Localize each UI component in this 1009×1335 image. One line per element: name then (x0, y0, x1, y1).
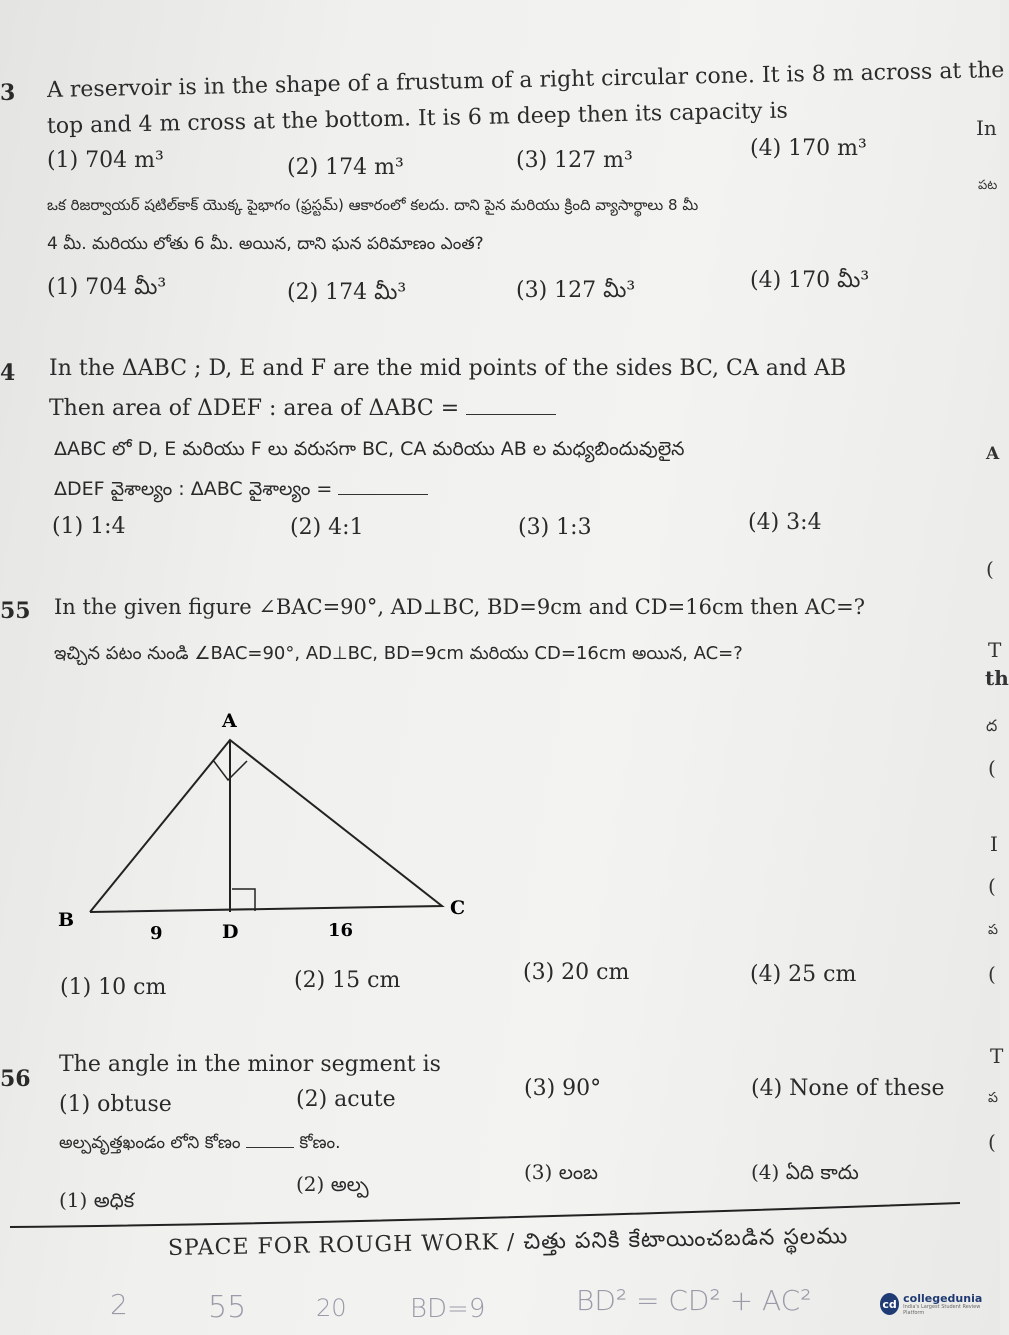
handwriting: BD=9 (410, 1294, 486, 1324)
option[interactable]: (2) 174 మీ³ (287, 280, 407, 305)
telugu-question-line (59, 1133, 341, 1157)
question-text-line: In the ΔABC ; D, E and F are the mid points of the sides BC, CA and AB (49, 356, 847, 381)
option[interactable]: (3) 1:3 (518, 515, 592, 540)
telugu-question-line: ఇచ్చిన పటం నుండి ∠BAC=90°, AD⊥BC, BD=9cm మరియు CD=16cm అయిన, AC=? (54, 643, 743, 664)
margin-text: In (976, 116, 997, 140)
triangle-figure (50, 700, 490, 950)
telugu-question-text: ΔDEF వైశాల్యం : ΔABC వైశాల్యం = (54, 478, 333, 500)
option[interactable]: (2) 4:1 (290, 515, 364, 540)
margin-text: T (988, 638, 1002, 662)
option[interactable]: (4) 25 cm (750, 962, 857, 987)
segment-label-dc: 16 (328, 920, 354, 941)
option[interactable]: (4) ఏది కాదు (751, 1160, 859, 1184)
brand-logo-icon: cd (880, 1293, 899, 1315)
option[interactable]: (2) 15 cm (294, 968, 401, 993)
margin-text: th (985, 666, 1009, 690)
question-number: 4 (0, 360, 16, 386)
question-text-line: In the given figure ∠BAC=90°, AD⊥BC, BD=9cm and CD=16cm then AC=? (54, 595, 865, 619)
brand-text-block (903, 1293, 990, 1316)
answer-blank (466, 414, 556, 415)
question-number: 55 (0, 598, 31, 624)
brand-watermark (880, 1284, 990, 1324)
telugu-question-line: 4 మీ. మరియు లోతు 6 మీ. అయిన, దాని ఘన పరిమాణం ఎంత? (47, 234, 484, 254)
question-number: 56 (0, 1066, 31, 1092)
margin-text: T (990, 1044, 1004, 1068)
section-divider (0, 1195, 1000, 1235)
question-text: Then area of ΔDEF : area of ΔABC = (49, 396, 460, 421)
telugu-question-text: కోణం. (299, 1133, 341, 1153)
margin-text: ( (988, 1130, 996, 1154)
margin-text: ( (986, 557, 994, 581)
telugu-question-text: అల్పవృత్తఖండం లోని కోణం (59, 1133, 241, 1153)
option[interactable]: (2) 174 m³ (287, 155, 404, 180)
margin-text: I (990, 832, 998, 856)
option[interactable]: (1) 704 మీ³ (47, 275, 167, 300)
option[interactable]: (4) 170 మీ³ (750, 268, 870, 293)
handwriting: 55 (208, 1290, 247, 1325)
margin-text: పట (978, 178, 998, 193)
answer-blank (338, 494, 428, 495)
margin-text: ( (988, 874, 996, 898)
option[interactable]: (3) 127 m³ (516, 148, 633, 173)
option[interactable]: (1) అధిక (59, 1188, 135, 1212)
question-text-line: top and 4 m cross at the bottom. It is 6 m deep then its capacity is (46, 98, 789, 139)
option[interactable]: (1) 704 m³ (47, 148, 164, 173)
option[interactable]: (4) 3:4 (748, 510, 822, 535)
option[interactable]: (2) acute (296, 1087, 396, 1112)
option[interactable]: (3) 127 మీ³ (516, 278, 636, 303)
vertex-label-d: D (222, 921, 239, 943)
margin-text: ( (988, 756, 996, 780)
option[interactable]: (4) 170 m³ (750, 136, 867, 161)
question-text-line: A reservoir is in the shape of a frustum of a right circular cone. It is 8 m across at the (46, 57, 1005, 103)
option[interactable]: (3) 90° (524, 1076, 602, 1101)
rough-work-heading: SPACE FOR ROUGH WORK / చిత్తు పనికి కేటాయించబడిన స్థలము (167, 1224, 849, 1261)
option[interactable]: (4) None of these (751, 1076, 945, 1101)
option[interactable]: (1) 1:4 (52, 514, 126, 539)
answer-blank (246, 1147, 294, 1148)
option[interactable]: (3) లంబ (524, 1160, 599, 1184)
question-number: 3 (0, 80, 16, 106)
brand-tagline: India's Largest Student Review Platform (903, 1303, 981, 1316)
handwriting: 2 (110, 1288, 128, 1321)
question-text-line: The angle in the minor segment is (59, 1052, 441, 1077)
vertex-label-c: C (450, 897, 466, 919)
option[interactable]: (2) అల్ప (296, 1172, 369, 1196)
vertex-label-a: A (222, 710, 237, 732)
vertex-label-b: B (58, 909, 75, 931)
margin-text: ప (988, 1090, 998, 1106)
segment-label-bd: 9 (150, 923, 163, 944)
brand-name: collegedunia (903, 1291, 983, 1305)
margin-text: A (986, 444, 1000, 464)
option[interactable]: (1) obtuse (59, 1092, 172, 1117)
question-text-line (49, 396, 556, 421)
margin-text: ప (988, 922, 998, 938)
option[interactable]: (1) 10 cm (60, 975, 167, 1000)
telugu-question-line: ΔABC లో D, E మరియు F లు వరుసగా BC, CA మరియు AB ల మధ్యబిందువులైన (54, 438, 685, 460)
option[interactable]: (3) 20 cm (523, 960, 630, 985)
margin-text: ద (986, 716, 998, 735)
margin-text: ( (988, 962, 996, 986)
handwriting: 20 (316, 1294, 347, 1322)
handwriting: BD² = CD² + AC² (576, 1284, 812, 1317)
telugu-question-line (54, 478, 428, 505)
right-angle-mark-d (232, 889, 255, 911)
triangle-abc (90, 740, 442, 912)
telugu-question-line: ఒక రిజర్వాయర్ షటిల్‌కాక్ యొక్క పైభాగం (ఫ్రస్టమ్) ఆకారంలో కలదు. దాని పైన మరియు క్రింది వ్యాసార్థాలు 8 మీ (47, 196, 699, 214)
